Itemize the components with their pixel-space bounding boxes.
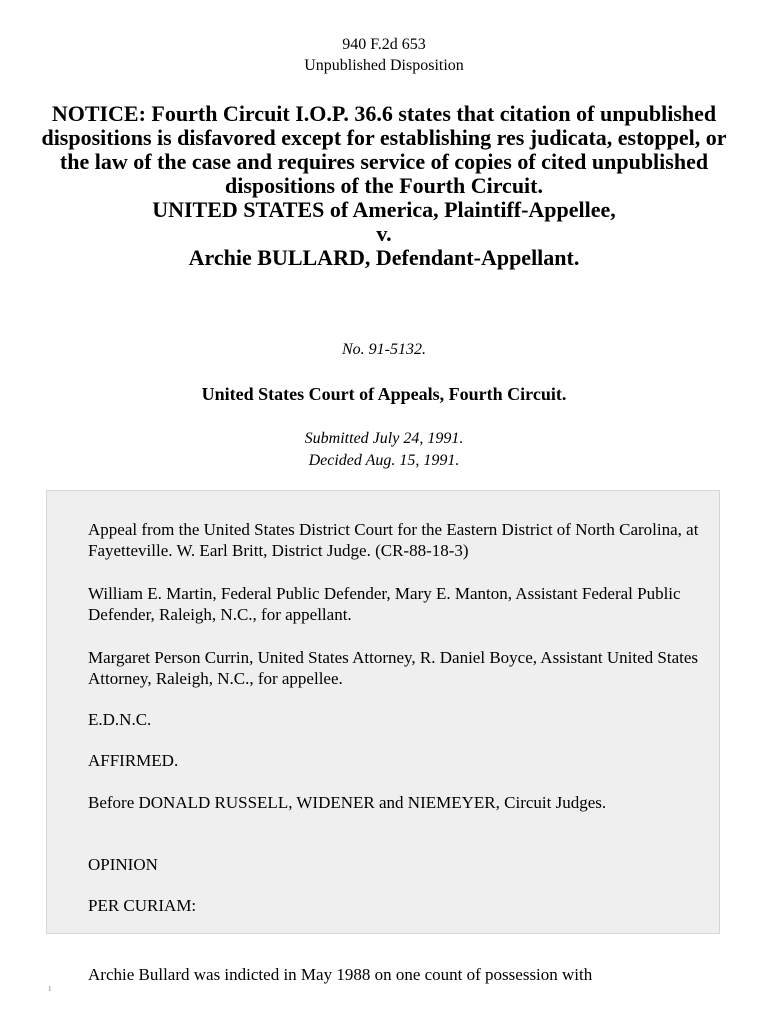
district-text: E.D.N.C. bbox=[88, 710, 152, 729]
appellee-counsel-text: Margaret Person Currin, United States Attorney, R. Daniel Boyce, Assistant United States Attorney, Raleigh, N.C., for appellee. bbox=[88, 648, 699, 688]
judges-text: Before DONALD RUSSELL, WIDENER and NIEMEYER, Circuit Judges. bbox=[88, 793, 607, 812]
citation-header bbox=[0, 34, 768, 76]
submitted-date: Submitted July 24, 1991. bbox=[304, 430, 464, 447]
appellant-counsel-text: William E. Martin, Federal Public Defender, Mary E. Manton, Assistant Federal Public Defender, Raleigh, N.C., for appellant. bbox=[88, 584, 681, 624]
plaintiff-party: UNITED STATES of America, Plaintiff-Appellee, bbox=[152, 197, 616, 222]
notice-text: NOTICE: Fourth Circuit I.O.P. 36.6 states that citation of unpublished dispositions is disfavored except for establishing res judicata, estoppel, or the law of the case and requires service of copies of cited unpublished dispositions of the Fourth Circuit. bbox=[41, 101, 727, 198]
decided-date: Decided Aug. 15, 1991. bbox=[308, 452, 460, 469]
versus-text: v. bbox=[376, 221, 392, 246]
case-dates bbox=[0, 428, 768, 472]
per-curiam-label: PER CURIAM: bbox=[88, 896, 197, 915]
case-title bbox=[40, 102, 728, 270]
court-name: United States Court of Appeals, Fourth Circuit. bbox=[201, 384, 567, 404]
reporter-citation: 940 F.2d 653 bbox=[342, 36, 426, 53]
opinion-label: OPINION bbox=[88, 855, 158, 874]
opinion-paragraph: Archie Bullard was indicted in May 1988 on one count of possession with bbox=[88, 965, 593, 984]
disposition-label: Unpublished Disposition bbox=[304, 57, 464, 74]
appeal-from-text: Appeal from the United States District Court for the Eastern District of North Carolina, at Fayetteville. W. Earl Britt, District Judge. (CR-88-18-3) bbox=[88, 520, 699, 560]
defendant-party: Archie BULLARD, Defendant-Appellant. bbox=[188, 245, 580, 270]
paragraph-number-marker: 1 bbox=[48, 985, 52, 993]
result-text: AFFIRMED. bbox=[88, 751, 179, 770]
docket-number: No. 91-5132. bbox=[342, 341, 426, 358]
